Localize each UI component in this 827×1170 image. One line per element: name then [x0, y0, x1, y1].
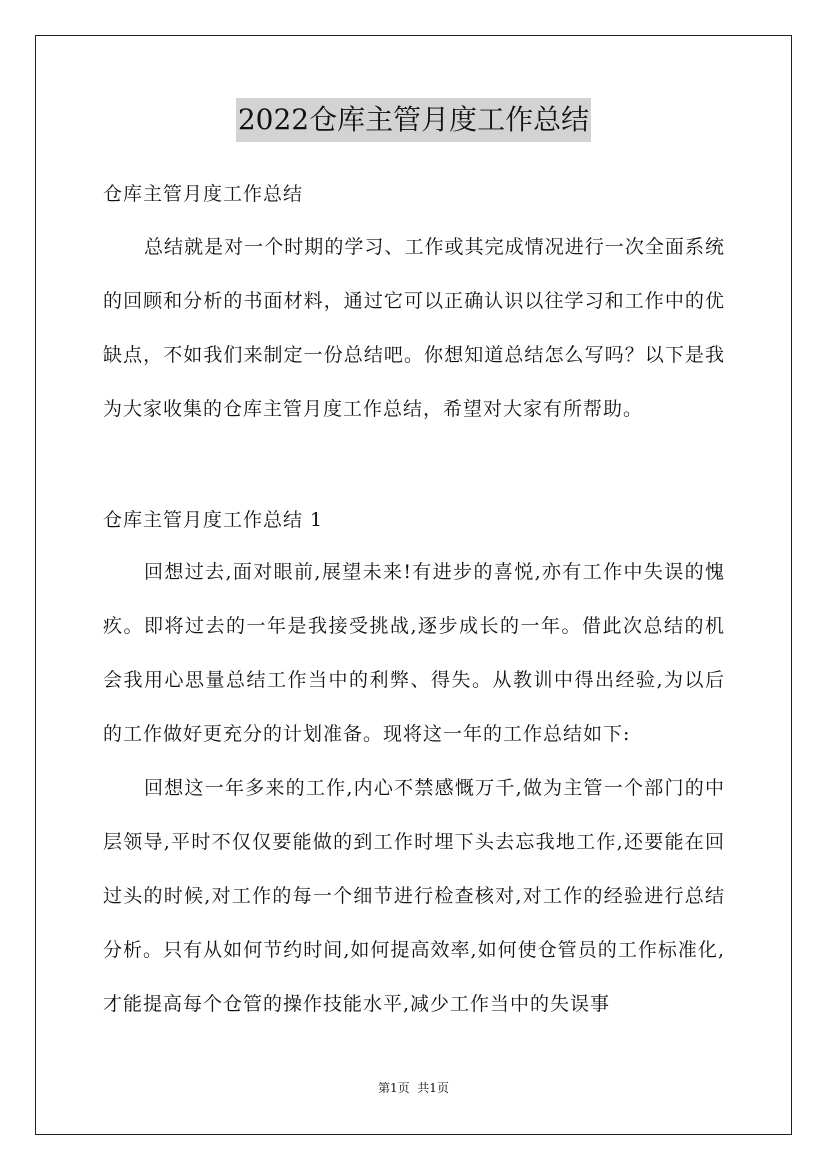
body-paragraph-1: 回想过去,面对眼前,展望未来!有进步的喜悦,亦有工作中失误的愧疚。即将过去的一年是我接受挑战,逐步成长的一年。借此次总结的机会我用心思量总结工作当中的利弊、得失。从教训中得出经验,为以后的工作做好更充分的计划准备。现将这一年的工作总结如下: — [103, 561, 725, 745]
document-title: 2022仓库主管月度工作总结 — [236, 98, 591, 142]
page-footer: 第1页 共1页 — [378, 1081, 449, 1095]
intro-paragraph: 总结就是对一个时期的学习、工作或其完成情况进行一次全面系统的回顾和分析的书面材料，通过它可以正确认识以往学习和工作中的优缺点，不如我们来制定一份总结吧。你想知道总结怎么写吗？以下是我为大家收集的仓库主管月度工作总结，希望对大家有所帮助。 — [103, 236, 725, 420]
title-container — [0, 98, 827, 142]
body-paragraph-2: 回想这一年多来的工作,内心不禁感慨万千,做为主管一个部门的中层领导,平时不仅仅要能做的到工作时埋下头去忘我地工作,还要能在回过头的时候,对工作的每一个细节进行检查核对,对工作的经验进行总结分析。只有从如何节约时间,如何提高效率,如何使仓管员的工作标准化,才能提高每个仓管的操作技能水平,减少工作当中的失误事 — [103, 777, 725, 1015]
section-heading-intro: 仓库主管月度工作总结 — [103, 183, 304, 205]
section-heading-1: 仓库主管月度工作总结 1 — [103, 509, 324, 531]
